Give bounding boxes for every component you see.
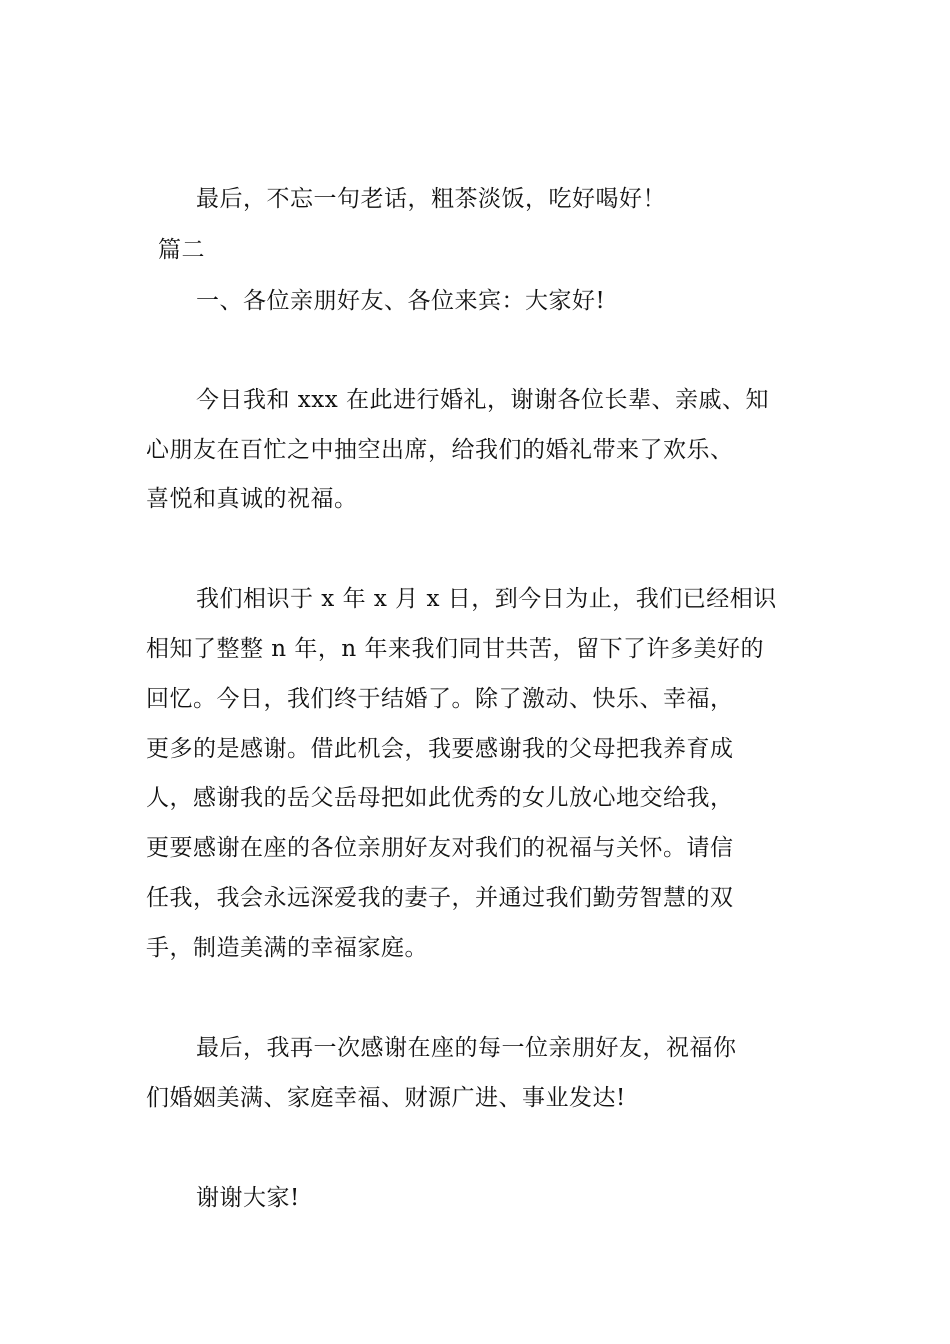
closing-line: 最后，不忘一句老话，粗茶淡饭，吃好喝好！ [196, 186, 666, 212]
section-heading: 篇二 [158, 237, 205, 263]
paragraph-2-line: 我们相识于 x 年 x 月 x 日，到今日为止，我们已经相识 [196, 586, 777, 612]
paragraph-2-line: 任我，我会永远深爱我的妻子，并通过我们勤劳智慧的双 [146, 885, 734, 911]
paragraph-3-line: 最后，我再一次感谢在座的每一位亲朋好友，祝福你 [196, 1035, 737, 1061]
paragraph-2-line: 相知了整整 n 年，n 年来我们同甘共苦，留下了许多美好的 [146, 636, 765, 662]
greeting-line: 一、各位亲朋好友、各位来宾：大家好! [196, 288, 606, 314]
paragraph-2-line: 更多的是感谢。借此机会，我要感谢我的父母把我养育成 [146, 736, 734, 762]
paragraph-2-line: 更要感谢在座的各位亲朋好友对我们的祝福与关怀。请信 [146, 835, 734, 861]
paragraph-1-line: 今日我和 xxx 在此进行婚礼，谢谢各位长辈、亲戚、知 [196, 387, 770, 413]
paragraph-1-line: 心朋友在百忙之中抽空出席，给我们的婚礼带来了欢乐、 [146, 437, 734, 463]
paragraph-2-line: 回忆。今日，我们终于结婚了。除了激动、快乐、幸福， [146, 686, 734, 712]
paragraph-3-line: 们婚姻美满、家庭幸福、财源广进、事业发达! [146, 1085, 626, 1111]
paragraph-1-line: 喜悦和真诚的祝福。 [146, 486, 358, 512]
paragraph-2-line: 人，感谢我的岳父岳母把如此优秀的女儿放心地交给我， [146, 785, 734, 811]
thanks-line: 谢谢大家! [196, 1185, 300, 1211]
paragraph-2-line: 手，制造美满的幸福家庭。 [146, 935, 428, 961]
